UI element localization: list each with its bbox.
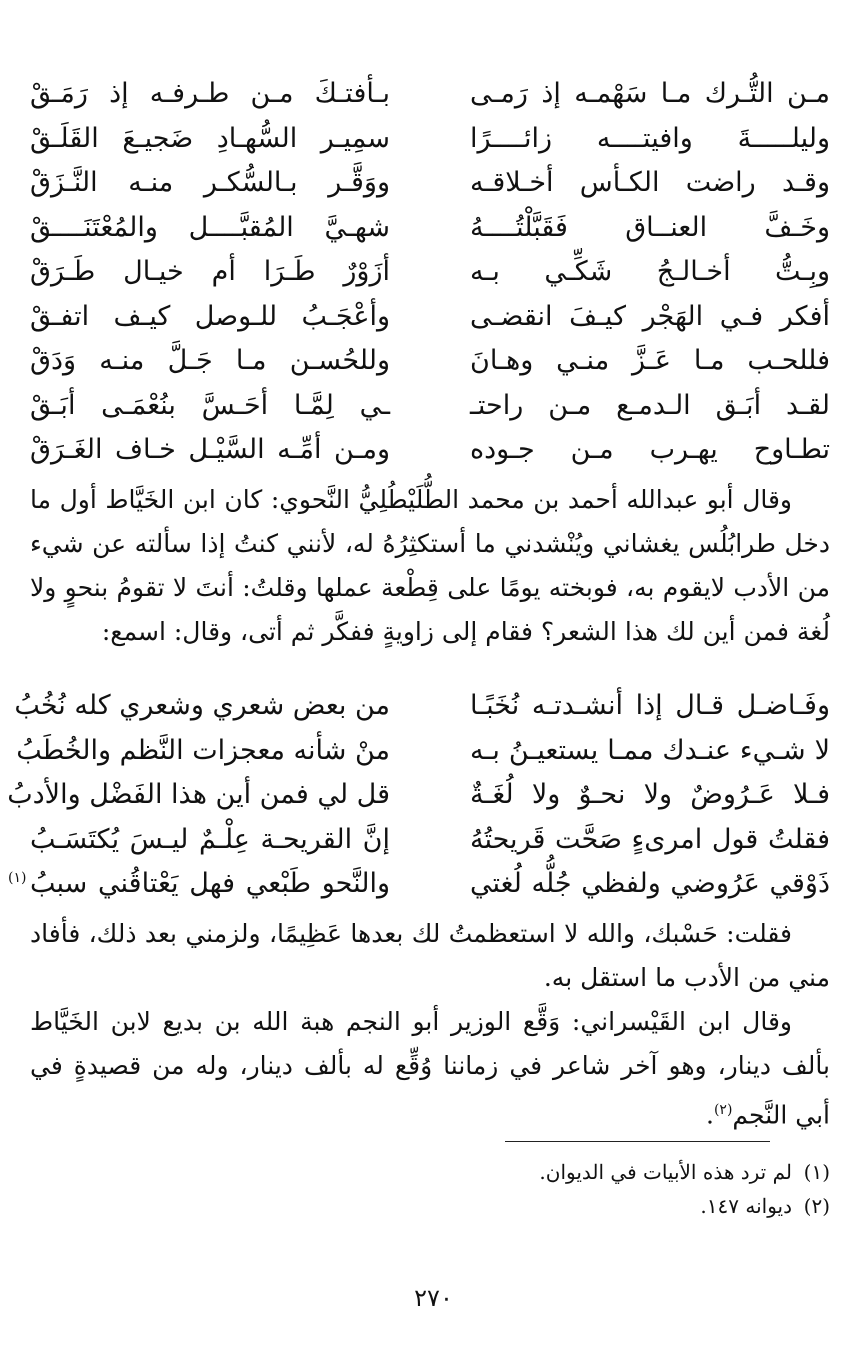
paragraph-text: فقلت: حَسْبك، والله لا استعظمتُ لك بعدها عَظِيمًا، ولزمني بعد ذلك، فأفاد مني من الأدب ما استقل به. xyxy=(30,919,830,992)
verse-first-hemistich: وبِـتُّ أخـالـجُ شَكِّـي بـه xyxy=(470,256,830,287)
verse-second-hemistich: منْ شأنه معجزات النَّظم والخُطَبُ xyxy=(16,734,390,766)
verse-line xyxy=(30,295,830,340)
footnote-1 xyxy=(30,1155,830,1189)
verse-line xyxy=(16,729,830,774)
verse-line xyxy=(30,339,830,384)
paragraph-body: وقال ابن القَيْسراني: وَقَّع الوزير أبو النجم هبة الله بن بديع لابن الخَيَّاط بألف دينار، وهو آخر شاعر في زماننا وُقِّع له بألف دينار، وله من قصيدةٍ في أبي النَّجم xyxy=(30,1007,830,1130)
footnote-2 xyxy=(30,1189,830,1223)
verse-second-hemistich: من بعض شعري وشعري كله نُخُبُ xyxy=(14,690,390,721)
verse-second-hemistich: ومـن أمِّـه السَّيْـل خـاف الغَـرَقْ xyxy=(30,434,390,465)
verse-second-hemistich: شهـيَّ المُقبَّــــل والمُعْتَنَــــقْ xyxy=(30,211,390,243)
verse-first-hemistich: وخَـفَّ العنــاق فَقَبَّلْتُــــهُ xyxy=(470,211,830,243)
verse-second-hemistich: سمِيـر السُّهـادِ ضَجيـعَ القَلَـقْ xyxy=(30,122,390,154)
paragraph-tulaytuli xyxy=(30,478,830,654)
verse-first-hemistich: أفكر فـي الهَجْر كيـفَ انقضـى xyxy=(470,300,830,332)
verse-first-hemistich: لا شـيء عنـدك ممـا يستعيـنُ بـه xyxy=(470,734,830,766)
footnote-text: ديوانه ١٤٧. xyxy=(700,1194,792,1218)
verse-line xyxy=(30,161,830,206)
verse-line xyxy=(30,428,830,473)
footnote-ref: (٢) xyxy=(713,1102,733,1118)
verse-line xyxy=(30,384,830,429)
verse-first-hemistich: تطـاوح يهـرب مـن جـوده xyxy=(470,434,830,465)
verse-first-hemistich: مـن التُّـرك مـا سَهْمـه إذ رَمـى xyxy=(470,78,830,109)
verse-second-hemistich: بـأفتـكَ مـن طـرفـه إذ رَمَـقْ xyxy=(30,78,390,109)
footnote-divider xyxy=(505,1141,770,1142)
verse-second-hemistich: وأعْجَـبُ للـوصل كيـف اتفـقْ xyxy=(30,300,390,332)
verse-first-hemistich: ذَوْقي عَرُوضي ولفظي جُلُّه لُغتي xyxy=(470,868,830,899)
verse-first-hemistich: فقلتُ قول امرىءٍ صَحَّت قَريحتُهُ xyxy=(470,823,830,855)
verse-first-hemistich: وقـد راضت الكـأس أخـلاقـه xyxy=(470,167,830,198)
paragraph-text xyxy=(30,1000,830,1137)
footnotes xyxy=(30,1155,830,1223)
verse-second-hemistich: والنَّحو طَبْعي فهل يَعْتاقُني سببُ xyxy=(30,868,390,899)
verse-second-hemistich: وللحُسـن مـا جَـلَّ منـه وَدَقْ xyxy=(30,345,390,376)
verse-second-hemistich: إنَّ القريحـة عِلْـمٌ ليـسَ يُكتَسَـبُ xyxy=(30,823,390,855)
poem-block-2 xyxy=(7,684,830,907)
verse-line xyxy=(14,684,830,729)
paragraph-text: وقال أبو عبدالله أحمد بن محمد الطُّلَيْطُلِيُّ النَّحوي: كان ابن الخَيَّاط أول ما دخل طرابُلُس يغشاني ويُنْشدني ما أستكثِرُهُ له، لأنني كنتُ إذا سألته عن شيء من الأدب لايقوم به، فوبخته يومًا على قِطْعة عملها وقلتُ: أنتَ لا تقومُ بنحوٍ ولا لُغة فمن أين لك هذا الشعر؟ فقام إلى زاويةٍ ففكَّر ثم أتى، وقال: اسمع: xyxy=(30,485,830,646)
verse-second-hemistich: أزَوْرٌ طَـرَا أم خيـال طَـرَقْ xyxy=(30,256,390,287)
verse-line xyxy=(30,117,830,162)
verse-line xyxy=(8,862,830,907)
verse-first-hemistich: فللحـب مـا عَـزَّ منـي وهـانَ xyxy=(470,345,830,376)
verse-line xyxy=(30,250,830,295)
poem-block-1 xyxy=(30,72,830,473)
verse-second-hemistich: قل لي فمن أين هذا الفَضْل والأدبُ xyxy=(7,779,390,810)
verse-first-hemistich: لقـد أبَـق الـدمـع مـن راحتـ xyxy=(470,389,830,421)
verse-second-hemistich: ـي لِمَّـا أحَـسَّ بنُعْمَـى أبَـقْ xyxy=(30,389,390,421)
verse-second-hemistich: ووَقَّـر بـالسُّكـر منـه النَّـزَقْ xyxy=(30,167,390,198)
verse-line xyxy=(30,72,830,117)
paragraph-hasbuk xyxy=(30,912,830,1000)
footnote-number: (١) xyxy=(803,1160,830,1184)
verse-first-hemistich: وليلـــــةَ وافيتــــه زائــــرًا xyxy=(470,122,830,154)
verse-line xyxy=(7,773,830,818)
verse-first-hemistich: فـلا عَـرُوضٌ ولا نحـوٌ ولا لُغَـةٌ xyxy=(470,779,830,810)
paragraph-qaysarani xyxy=(30,1000,830,1137)
footnote-number: (٢) xyxy=(803,1194,830,1218)
footnote-ref: (١) xyxy=(8,870,27,886)
verse-first-hemistich: وفَـاضـل قـال إذا أنشـدتـه نُخَبًـا xyxy=(470,690,830,721)
footnote-text: لم ترد هذه الأبيات في الديوان. xyxy=(539,1160,792,1184)
verse-line xyxy=(30,818,830,863)
verse-line xyxy=(30,206,830,251)
page-number: ٢٧٠ xyxy=(414,1284,453,1312)
paragraph-end: . xyxy=(706,1100,714,1130)
